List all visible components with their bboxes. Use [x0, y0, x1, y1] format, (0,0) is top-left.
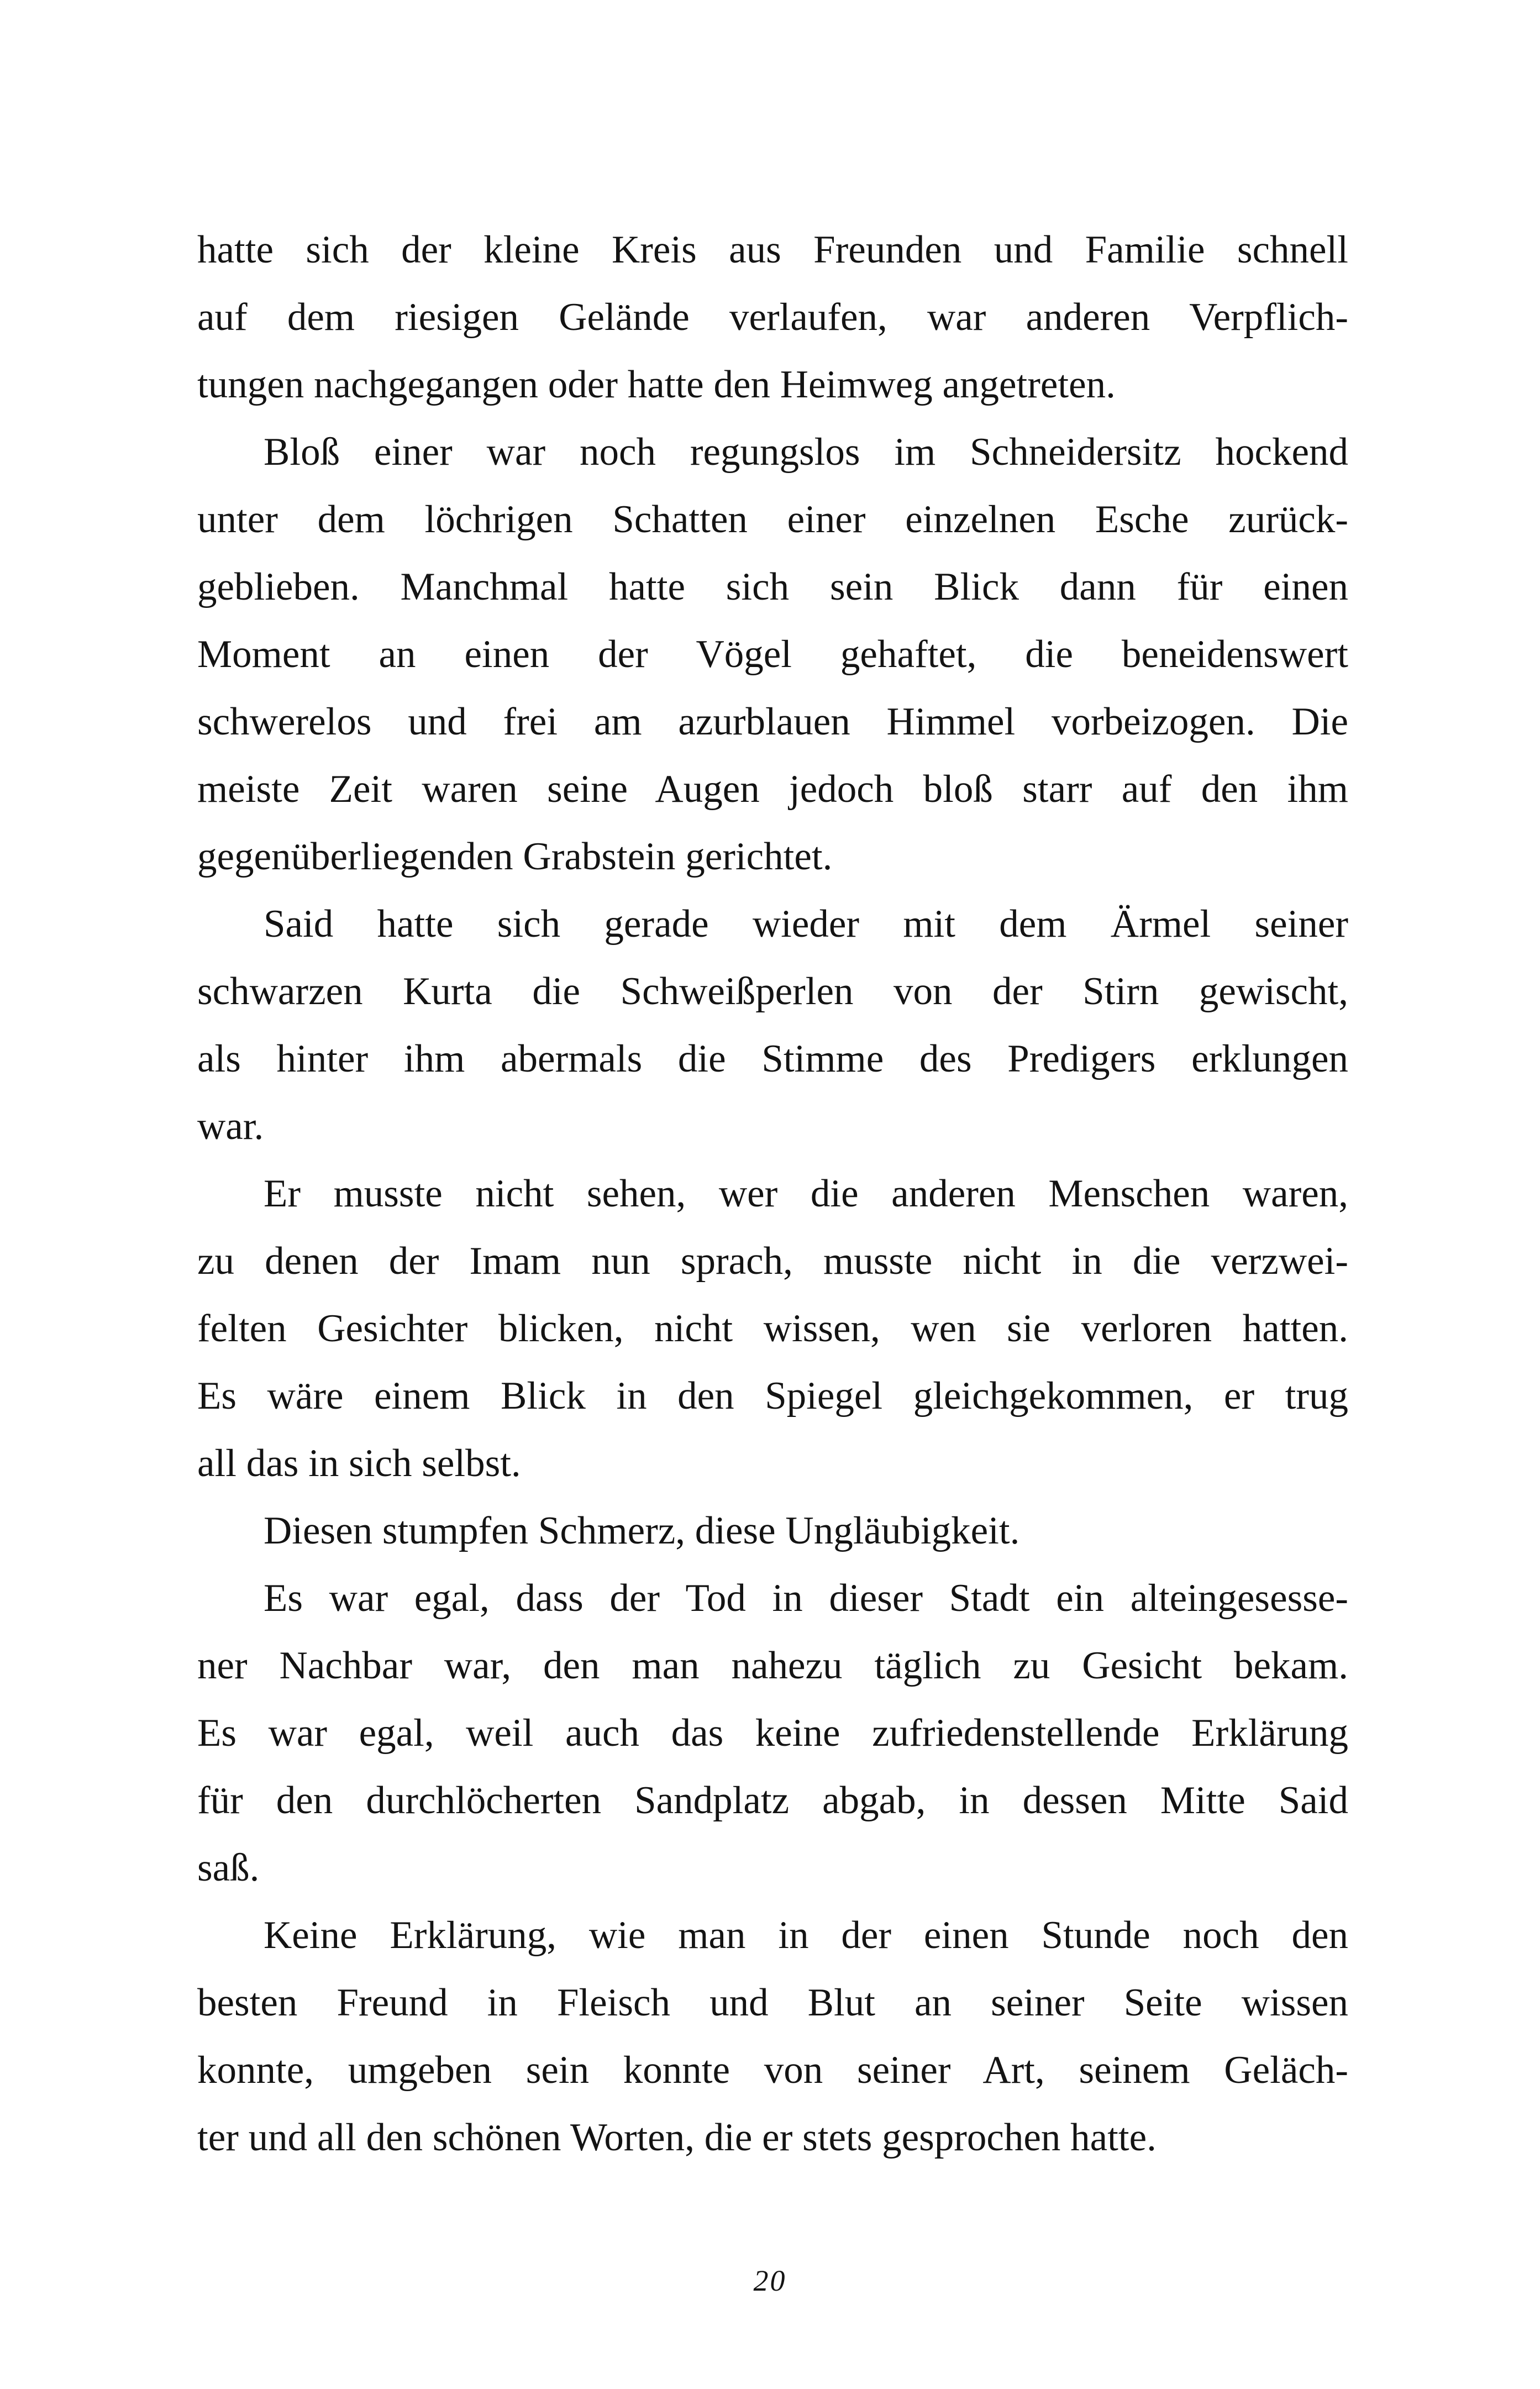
- text-line: unter dem löchrigen Schatten einer einzelnen Esche zurück-: [197, 498, 1348, 541]
- text-line: war.: [197, 1105, 264, 1148]
- text-line: hatte sich der kleine Kreis aus Freunden und Familie schnell: [197, 228, 1348, 271]
- paragraph: [197, 890, 1348, 1160]
- text-line: Er musste nicht sehen, wer die anderen Menschen waren,: [264, 1172, 1348, 1215]
- text-line: als hinter ihm abermals die Stimme des Predigers erklungen: [197, 1037, 1348, 1080]
- text-line: ter und all den schönen Worten, die er stets gesprochen hatte.: [197, 2116, 1157, 2159]
- text-line: Es wäre einem Blick in den Spiegel gleichgekommen, er trug: [197, 1374, 1348, 1417]
- paragraph: [197, 1497, 1348, 1564]
- text-line: ner Nachbar war, den man nahezu täglich zu Gesicht bekam.: [197, 1644, 1348, 1687]
- text-line: auf dem riesigen Gelände verlaufen, war anderen Verpflich-: [197, 296, 1348, 339]
- text-line: Diesen stumpfen Schmerz, diese Ungläubigkeit.: [264, 1509, 1020, 1552]
- paragraph: [197, 1160, 1348, 1497]
- text-line: Es war egal, weil auch das keine zufriedenstellende Erklärung: [197, 1711, 1348, 1755]
- page-number: 20: [753, 2264, 787, 2297]
- paragraph: [197, 418, 1348, 890]
- text-line: geblieben. Manchmal hatte sich sein Blick dann für einen: [197, 565, 1348, 608]
- text-line: besten Freund in Fleisch und Blut an seiner Seite wissen: [197, 1981, 1348, 2024]
- text-line: schwerelos und frei am azurblauen Himmel vorbeizogen. Die: [197, 700, 1348, 743]
- text-line: tungen nachgegangen oder hatte den Heimweg angetreten.: [197, 363, 1116, 406]
- paragraph: [197, 216, 1348, 418]
- text-line: all das in sich selbst.: [197, 1442, 521, 1485]
- text-line: schwarzen Kurta die Schweißperlen von der Stirn gewischt,: [197, 970, 1348, 1013]
- paragraph: [197, 1564, 1348, 1902]
- text-line: Keine Erklärung, wie man in der einen Stunde noch den: [264, 1914, 1348, 1957]
- paragraph: [197, 1902, 1348, 2171]
- text-line: Said hatte sich gerade wieder mit dem Ärmel seiner: [264, 902, 1348, 946]
- text-line: für den durchlöcherten Sandplatz abgab, in dessen Mitte Said: [197, 1779, 1348, 1822]
- text-line: konnte, umgeben sein konnte von seiner Art, seinem Geläch-: [197, 2049, 1348, 2092]
- text-line: Moment an einen der Vögel gehaftet, die beneidenswert: [197, 633, 1348, 676]
- text-line: saß.: [197, 1846, 260, 1889]
- text-line: Es war egal, dass der Tod in dieser Stadt ein alteingesesse-: [264, 1577, 1348, 1620]
- text-line: gegenüberliegenden Grabstein gerichtet.: [197, 835, 833, 878]
- text-block: [197, 216, 1348, 2171]
- text-line: zu denen der Imam nun sprach, musste nicht in die verzwei-: [197, 1240, 1348, 1283]
- text-line: Bloß einer war noch regungslos im Schneidersitz hockend: [264, 430, 1348, 474]
- text-line: meiste Zeit waren seine Augen jedoch bloß starr auf den ihm: [197, 768, 1348, 811]
- text-line: felten Gesichter blicken, nicht wissen, wen sie verloren hatten.: [197, 1307, 1348, 1350]
